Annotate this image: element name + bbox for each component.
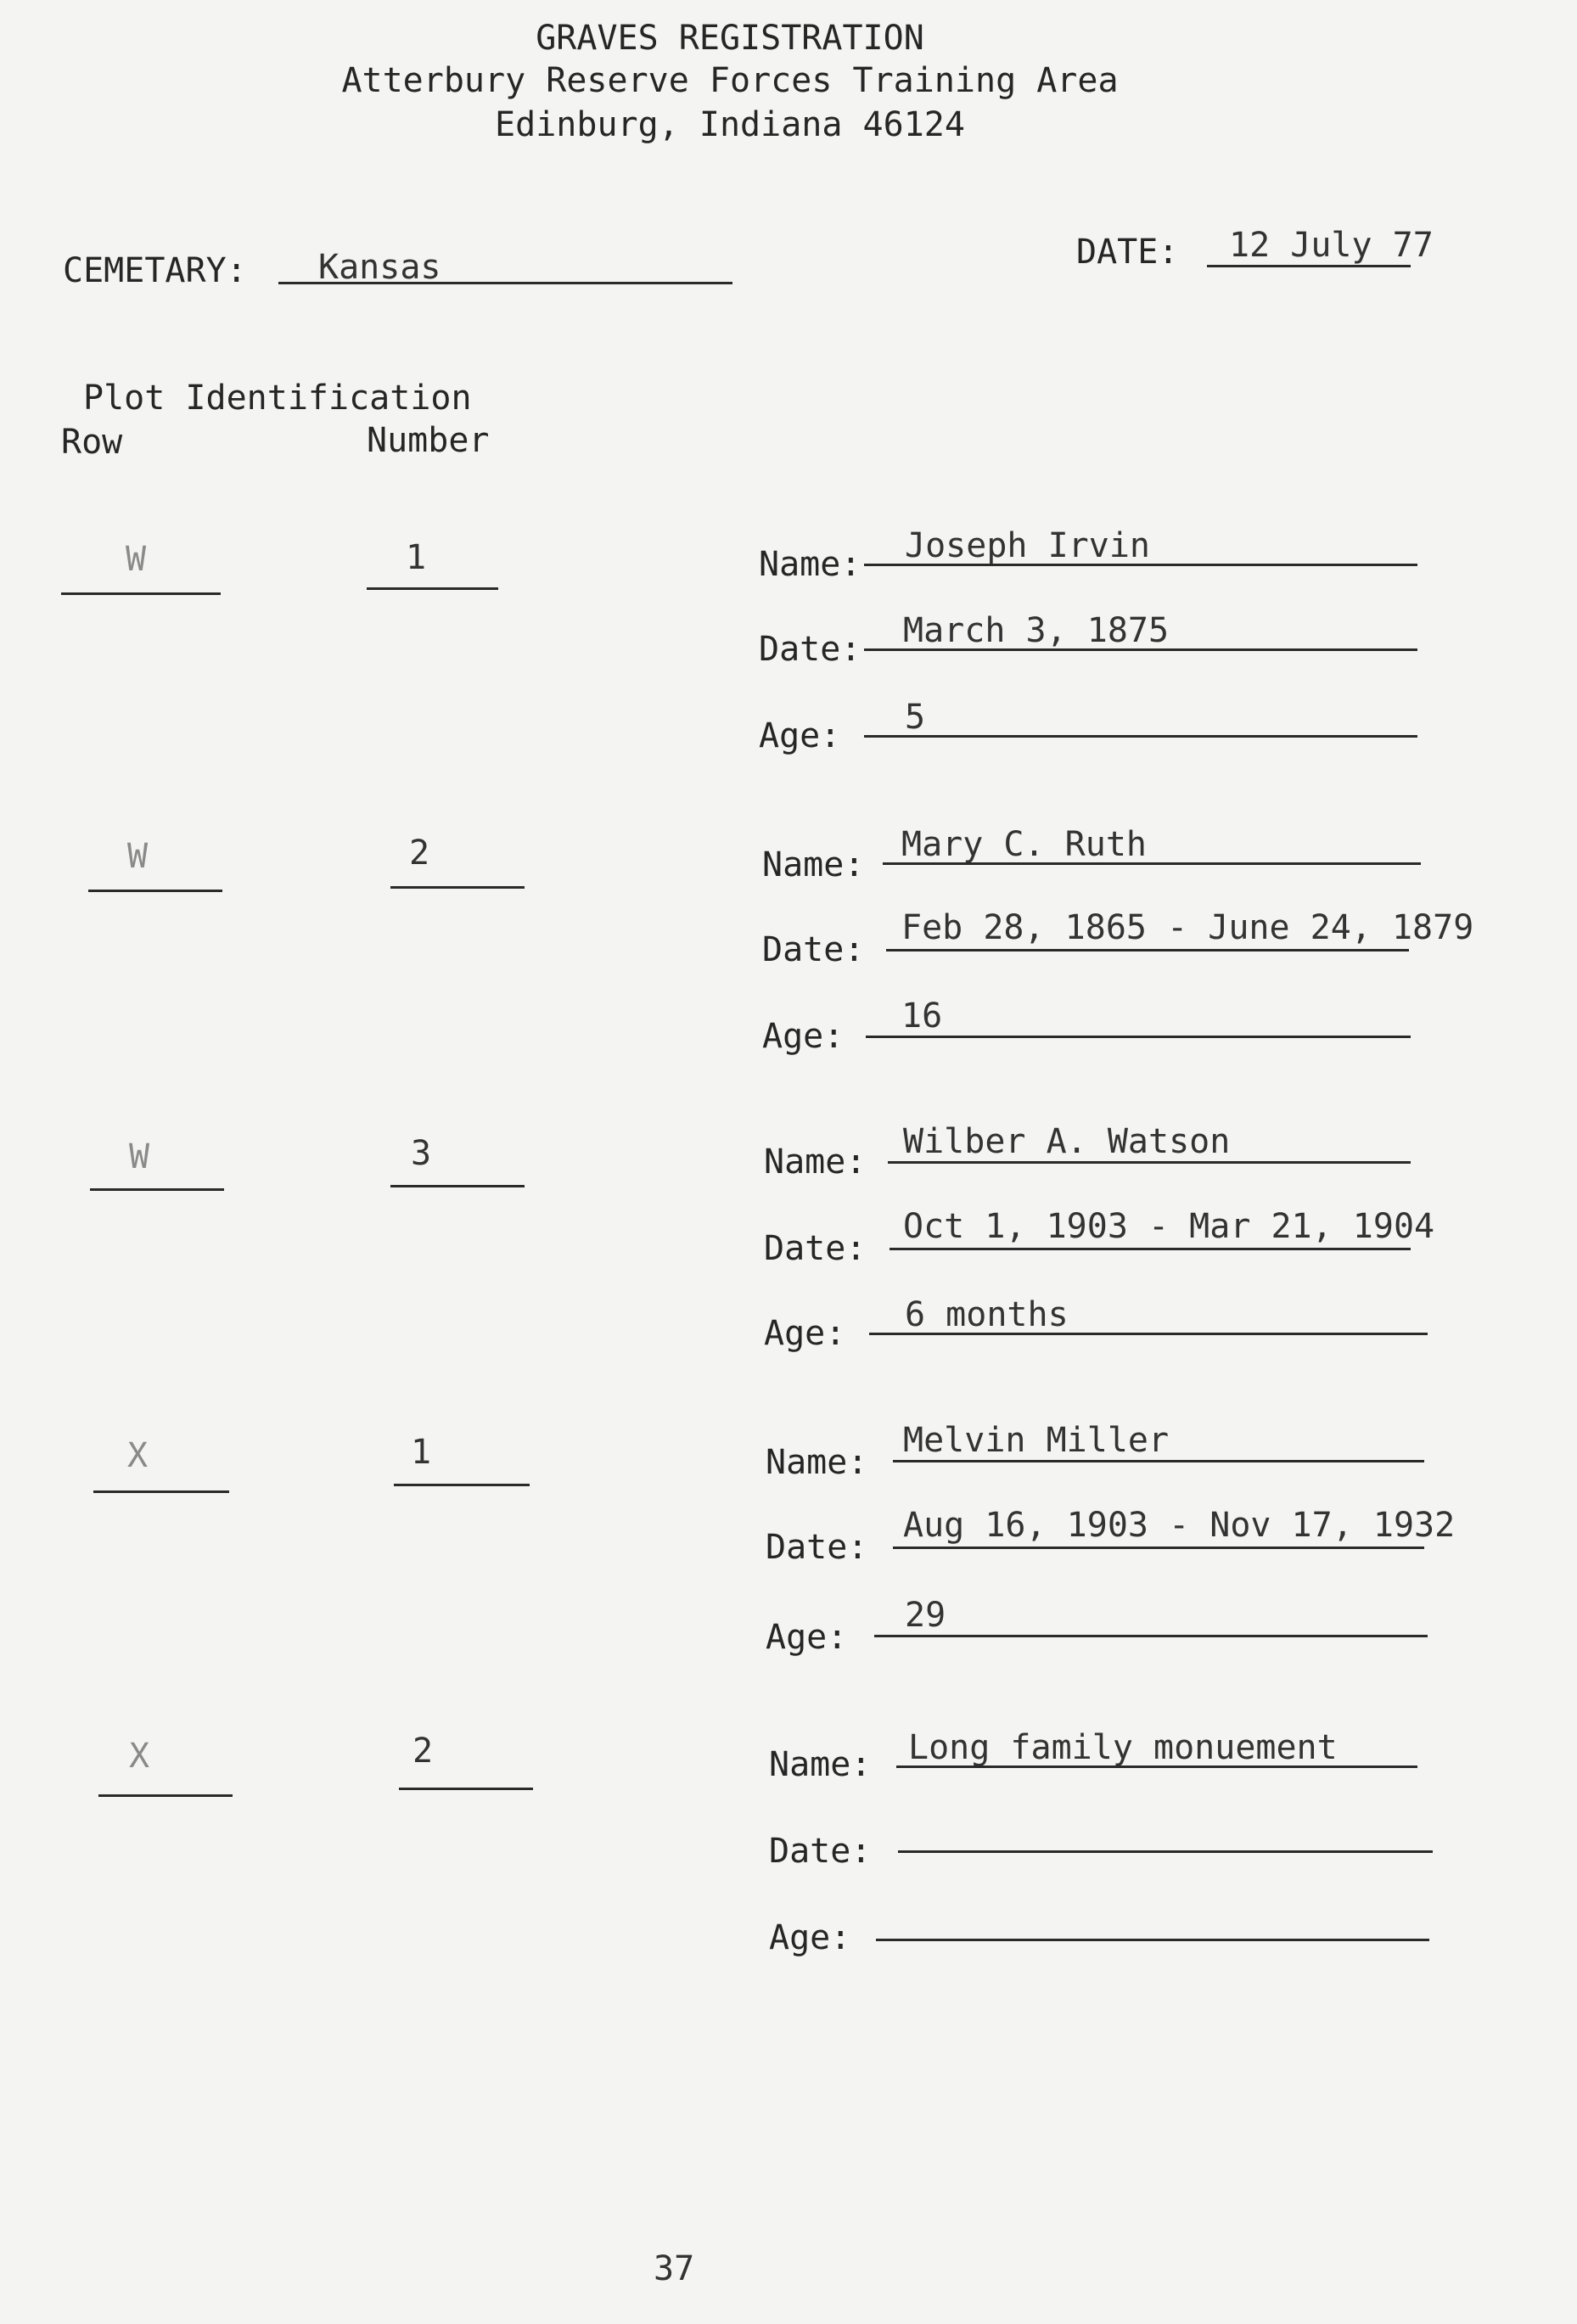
date-field-label: Date: (762, 930, 865, 969)
age-value: 5 (905, 698, 926, 737)
plot-row-value: W (129, 1137, 150, 1176)
date-field-value: Oct 1, 1903 - Mar 21, 1904 (903, 1207, 1435, 1246)
date-label: DATE: (1076, 233, 1179, 272)
date-field-value: Aug 16, 1903 - Nov 17, 1932 (903, 1506, 1456, 1545)
plot-row-line (93, 1490, 229, 1493)
date-field-label: Date: (766, 1528, 868, 1567)
plot-number-value: 1 (411, 1433, 432, 1472)
date-field-line (864, 648, 1417, 651)
plot-row-line (90, 1188, 224, 1191)
cemetery-label: CEMETARY: (63, 251, 247, 290)
plot-number-line (394, 1484, 530, 1486)
name-line (888, 1161, 1411, 1164)
plot-number-line (399, 1788, 533, 1790)
name-value: Wilber A. Watson (903, 1122, 1231, 1161)
date-field-line (886, 949, 1409, 951)
name-line (864, 564, 1417, 566)
age-line (869, 1333, 1428, 1335)
plot-number-line (390, 886, 525, 889)
plot-row-value: X (129, 1737, 150, 1776)
date-field-line (893, 1547, 1424, 1549)
age-label: Age: (769, 1918, 851, 1957)
date-field-label: Date: (764, 1229, 867, 1268)
plot-row-value: W (126, 540, 147, 579)
name-value: Long family monuement (908, 1728, 1338, 1767)
age-line (874, 1635, 1428, 1637)
plot-number-value: 3 (411, 1134, 432, 1173)
name-label: Name: (762, 845, 865, 884)
cemetery-line (278, 282, 732, 284)
form-location: Edinburg, Indiana 46124 (495, 105, 965, 144)
date-field-line (898, 1850, 1433, 1853)
name-label: Name: (769, 1745, 872, 1784)
plot-identification-heading: Plot Identification (83, 379, 472, 418)
plot-number-line (390, 1185, 525, 1187)
number-column-heading: Number (367, 421, 490, 460)
date-field-label: Date: (769, 1832, 872, 1871)
name-line (896, 1765, 1417, 1768)
plot-row-value: X (127, 1436, 149, 1475)
age-label: Age: (764, 1314, 846, 1353)
plot-number-value: 1 (406, 538, 427, 577)
name-value: Mary C. Ruth (901, 825, 1147, 864)
age-line (876, 1939, 1429, 1941)
plot-number-value: 2 (409, 834, 430, 873)
plot-row-line (88, 890, 222, 892)
form-title: GRAVES REGISTRATION (536, 19, 924, 58)
date-line (1207, 265, 1411, 267)
age-value: 6 months (905, 1295, 1069, 1334)
age-value: 29 (905, 1596, 946, 1635)
date-field-line (890, 1248, 1411, 1250)
age-label: Age: (762, 1017, 845, 1056)
name-line (883, 862, 1421, 865)
plot-number-value: 2 (412, 1732, 434, 1771)
plot-row-line (98, 1794, 233, 1797)
name-label: Name: (764, 1142, 867, 1182)
cemetery-value: Kansas (318, 248, 441, 287)
age-label: Age: (766, 1618, 848, 1657)
name-value: Melvin Miller (903, 1421, 1170, 1460)
plot-row-line (61, 592, 221, 595)
form-subtitle: Atterbury Reserve Forces Training Area (341, 61, 1119, 100)
name-value: Joseph Irvin (905, 526, 1150, 565)
age-line (866, 1036, 1411, 1038)
plot-row-value: W (127, 837, 149, 876)
age-line (864, 735, 1417, 738)
date-field-value: Feb 28, 1865 - June 24, 1879 (901, 908, 1474, 947)
date-field-label: Date: (759, 630, 861, 669)
page-number: 37 (654, 2249, 695, 2288)
age-label: Age: (759, 716, 841, 755)
row-column-heading: Row (61, 423, 123, 462)
name-line (893, 1460, 1424, 1462)
date-value: 12 July 77 (1229, 226, 1434, 265)
age-value: 16 (901, 996, 943, 1036)
date-field-value: March 3, 1875 (903, 611, 1170, 650)
plot-number-line (367, 587, 498, 590)
name-label: Name: (759, 545, 861, 584)
name-label: Name: (766, 1443, 868, 1482)
